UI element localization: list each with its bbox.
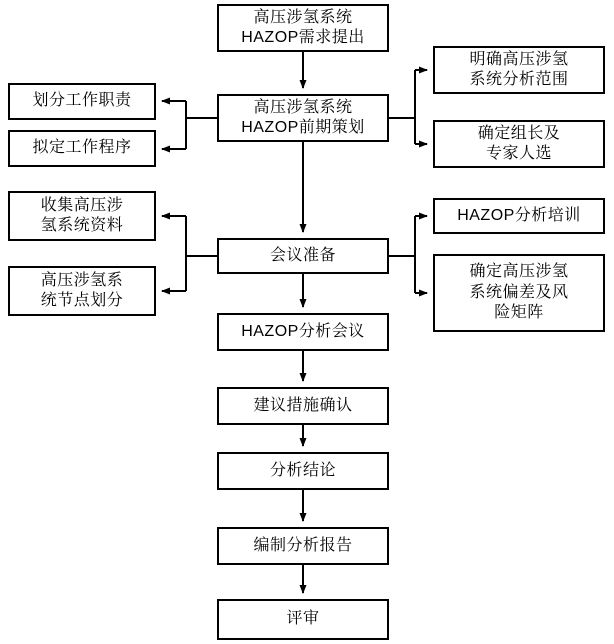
node-label: 会议准备 [269,246,336,264]
node-node-division[interactable] [8,266,156,316]
node-draft-procedure[interactable] [8,130,156,167]
node-define-scope[interactable] [433,46,605,94]
node-label: 编制分析报告 [253,536,353,554]
node-label: 分析结论 [269,461,336,479]
node-label: 建议措施确认 [253,396,353,414]
node-label: 确定组长及 专家人选 [477,124,561,162]
node-hazop-meeting[interactable] [217,313,389,351]
node-label: 高压涉氢系 统节点划分 [40,271,124,309]
node-divide-responsibilities[interactable] [8,83,156,120]
node-label: HAZOP分析培训 [457,206,581,224]
node-label: 确定高压涉氢 系统偏差及风 险矩阵 [469,263,569,322]
node-label: 高压涉氢系统 HAZOP前期策划 [241,98,365,136]
node-label: 高压涉氢系统 HAZOP需求提出 [241,8,365,46]
node-select-leader-experts[interactable] [433,120,605,168]
node-compile-report[interactable] [217,527,389,565]
node-hazop-requirement[interactable] [217,4,389,52]
node-analysis-conclusion[interactable] [217,452,389,490]
node-label: 明确高压涉氢 系统分析范围 [469,50,569,88]
node-label: 评审 [286,610,320,628]
node-collect-system-data[interactable] [8,191,156,241]
node-review[interactable] [217,599,389,640]
node-meeting-preparation[interactable] [217,238,389,274]
node-label: 收集高压涉 氢系统资料 [40,196,124,234]
node-label: HAZOP分析会议 [241,322,365,340]
node-label: 拟定工作程序 [32,139,132,157]
node-hazop-training[interactable] [433,198,605,234]
node-label: 划分工作职责 [32,92,132,110]
node-hazop-preplanning[interactable] [217,94,389,142]
node-confirm-recommendations[interactable] [217,387,389,425]
node-deviation-risk-matrix[interactable] [433,254,605,332]
